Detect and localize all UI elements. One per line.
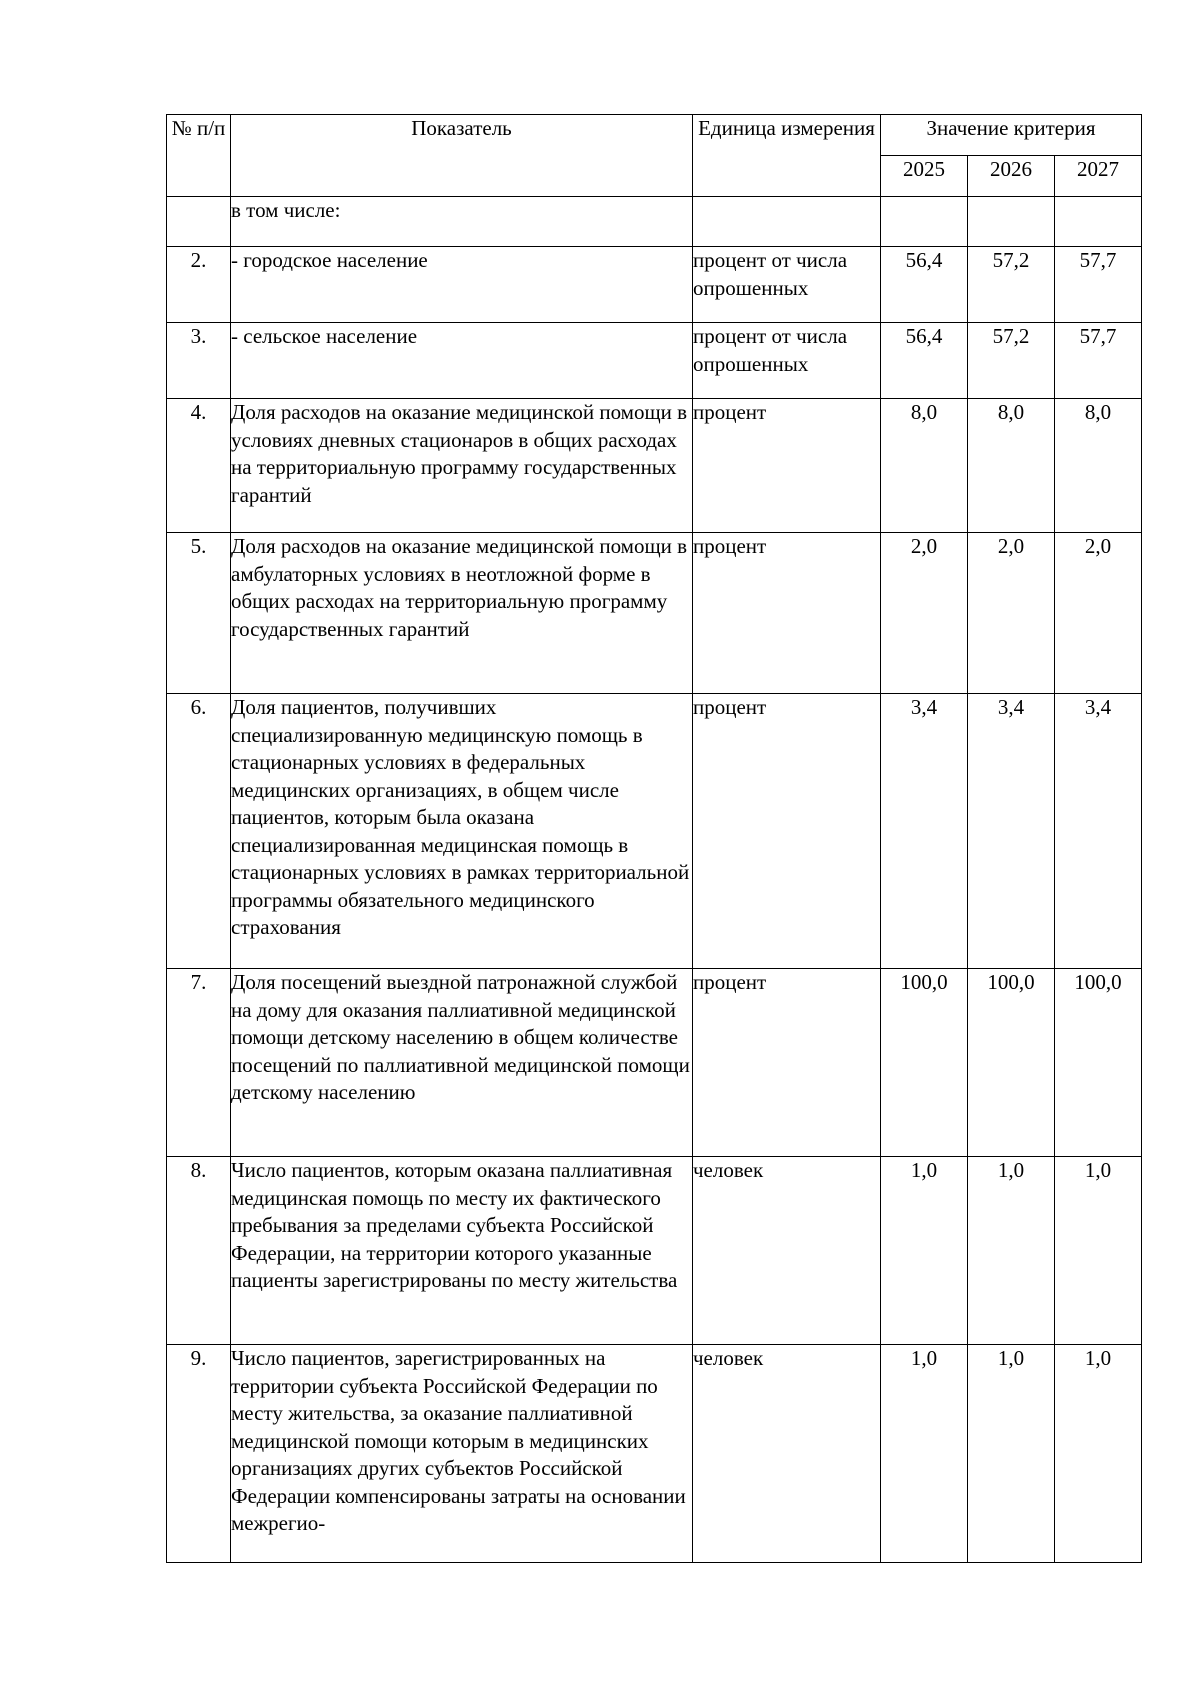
table-row: [167, 323, 1142, 399]
unit-cell: процент: [693, 969, 881, 1157]
unit-cell: процент от числа опрошенных: [693, 323, 881, 399]
indicator-cell: - сельское население: [231, 323, 693, 399]
table-row: [167, 399, 1142, 533]
row-number: 8.: [167, 1157, 231, 1345]
indicator-cell: Доля посещений выездной патронажной службой на дому для оказания паллиативной медицинской помощи детскому населению в общем количестве посещений по паллиативной медицинской помощи детскому населению: [231, 969, 693, 1157]
indicator-cell: Доля пациентов, получивших специализированную медицинскую помощь в стационарных условиях в федеральных медицинских организациях, в общем числе пациентов, которым была оказана специализированная медицинская помощь в стационарных условиях в рамках территориальной программы обязательного медицинского страхования: [231, 694, 693, 969]
table-row: [167, 247, 1142, 323]
value-2026: 100,0: [968, 969, 1055, 1157]
value-2027: 57,7: [1055, 247, 1142, 323]
unit-cell: процент: [693, 694, 881, 969]
value-2026: 57,2: [968, 323, 1055, 399]
row-number: 5.: [167, 533, 231, 694]
value-2026: 8,0: [968, 399, 1055, 533]
indicator-cell: Доля расходов на оказание медицинской помощи в условиях дневных стационаров в общих расходах на территориальную программу государственных гарантий: [231, 399, 693, 533]
value-2025: [881, 197, 968, 247]
value-2025: 1,0: [881, 1157, 968, 1345]
table-header: [167, 115, 1142, 197]
unit-cell: процент: [693, 533, 881, 694]
unit-cell: процент от числа опрошенных: [693, 247, 881, 323]
value-2025: 8,0: [881, 399, 968, 533]
indicator-cell: Доля расходов на оказание медицинской помощи в амбулаторных условиях в неотложной форме в общих расходах на территориальную программу государственных гарантий: [231, 533, 693, 694]
value-2027: 2,0: [1055, 533, 1142, 694]
value-2026: 1,0: [968, 1157, 1055, 1345]
table-row: [167, 969, 1142, 1157]
value-2027: 1,0: [1055, 1345, 1142, 1563]
value-2027: 1,0: [1055, 1157, 1142, 1345]
table-row: [167, 533, 1142, 694]
criteria-table: [166, 114, 1142, 1563]
value-2025: 2,0: [881, 533, 968, 694]
row-number: 9.: [167, 1345, 231, 1563]
header-value: Значение критерия: [881, 115, 1142, 156]
header-year-2027: 2027: [1055, 156, 1142, 197]
value-2025: 3,4: [881, 694, 968, 969]
header-unit: Единица измерения: [693, 115, 881, 197]
value-2027: 57,7: [1055, 323, 1142, 399]
value-2027: 8,0: [1055, 399, 1142, 533]
value-2025: 1,0: [881, 1345, 968, 1563]
row-number: 2.: [167, 247, 231, 323]
value-2027: 100,0: [1055, 969, 1142, 1157]
table-row: [167, 1157, 1142, 1345]
indicator-cell: в том числе:: [231, 197, 693, 247]
header-year-2025: 2025: [881, 156, 968, 197]
value-2027: 3,4: [1055, 694, 1142, 969]
value-2026: 1,0: [968, 1345, 1055, 1563]
row-number: 7.: [167, 969, 231, 1157]
table-row: [167, 1345, 1142, 1563]
header-indicator: Показатель: [231, 115, 693, 197]
value-2025: 100,0: [881, 969, 968, 1157]
unit-cell: процент: [693, 399, 881, 533]
header-year-2026: 2026: [968, 156, 1055, 197]
header-num: № п/п: [167, 115, 231, 197]
table-row: [167, 694, 1142, 969]
row-number: 6.: [167, 694, 231, 969]
value-2026: 2,0: [968, 533, 1055, 694]
unit-cell: [693, 197, 881, 247]
table-body: [167, 197, 1142, 1563]
value-2026: 57,2: [968, 247, 1055, 323]
value-2025: 56,4: [881, 247, 968, 323]
unit-cell: человек: [693, 1157, 881, 1345]
value-2026: [968, 197, 1055, 247]
row-number: 4.: [167, 399, 231, 533]
table-row: [167, 197, 1142, 247]
value-2027: [1055, 197, 1142, 247]
value-2026: 3,4: [968, 694, 1055, 969]
row-number: [167, 197, 231, 247]
indicator-cell: - городское население: [231, 247, 693, 323]
row-number: 3.: [167, 323, 231, 399]
indicator-cell: Число пациентов, зарегистрированных на территории субъекта Российской Федерации по месту жительства, за оказание паллиативной медицинской помощи которым в медицинских организациях других субъектов Российской Федерации компенсированы затраты на основании межрегио-: [231, 1345, 693, 1563]
value-2025: 56,4: [881, 323, 968, 399]
indicator-cell: Число пациентов, которым оказана паллиативная медицинская помощь по месту их фактического пребывания за пределами субъекта Российской Федерации, на территории которого указанные пациенты зарегистрированы по месту жительства: [231, 1157, 693, 1345]
unit-cell: человек: [693, 1345, 881, 1563]
